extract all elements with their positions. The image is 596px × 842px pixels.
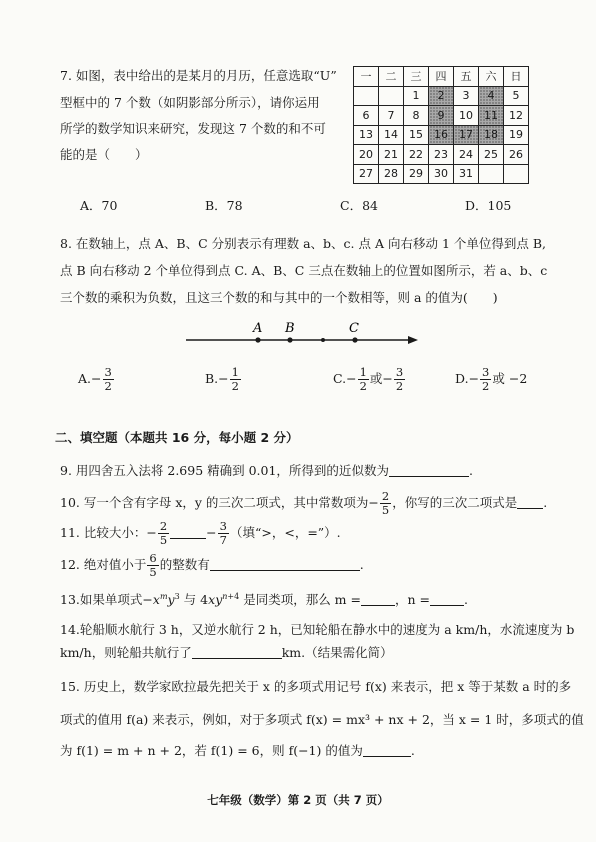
q7-line-3: 所学的数学知识来研究，发现这 7 个数的和不可 [60, 121, 326, 136]
calendar-cell: 5 [504, 86, 529, 106]
calendar-cell: 6 [354, 106, 379, 126]
calendar-cell: 28 [379, 164, 404, 184]
calendar-cell: 31 [454, 164, 479, 184]
q10: 10. 写一个含有字母 x，y 的三次二项式，其中常数项为− $\frac{2}{5}$ ，你写的三次二项式是 . [60, 489, 548, 517]
calendar-cell: 27 [354, 164, 379, 184]
calendar-cell: 19 [504, 125, 529, 145]
q15-line-2: 项式的值用 f(a) 来表示，例如，对于多项式 f(x) = mx³ + nx + 2，当 x = 1 时，多项式的值 [60, 712, 584, 727]
calendar-header-cell: 一 [354, 67, 379, 87]
calendar-cell: 24 [454, 145, 479, 165]
number-line-arrow [408, 336, 418, 344]
q7-line-1: 7. 如图，表中给出的是某月的月历，任意选取“U” [60, 68, 337, 83]
calendar-cell-shaded: 17 [454, 125, 479, 145]
calendar-cell-shaded: 18 [479, 125, 504, 145]
calendar-cell: 14 [379, 125, 404, 145]
q8-line-2: 点 B 向右移动 2 个单位得到点 C. A、B、C 三点在数轴上的位置如图所示，若 a、b、c [60, 263, 548, 278]
point-c [352, 337, 357, 342]
label-a: A [253, 321, 263, 336]
calendar-row [354, 86, 529, 106]
calendar-header-cell: 三 [404, 67, 429, 87]
calendar-cell: 3 [454, 86, 479, 106]
calendar-cell-shaded: 16 [429, 125, 454, 145]
calendar-cell: 13 [354, 125, 379, 145]
calendar-cell-shaded: 11 [479, 106, 504, 126]
calendar-header-cell: 二 [379, 67, 404, 87]
calendar-header-row [354, 67, 529, 87]
q13-m-blank[interactable] [361, 593, 395, 606]
point-origin [321, 338, 325, 342]
calendar-header-cell: 六 [479, 67, 504, 87]
q13-n-blank[interactable] [430, 593, 464, 606]
q8-option-d: D.− $\frac{3}{2}$ 或 −2 [455, 365, 528, 393]
calendar-cell: 23 [429, 145, 454, 165]
q9: 9. 用四舍五入法将 2.695 精确到 0.01，所得到的近似数为 . [60, 463, 473, 478]
q14-line-2: km/h，则轮船共航行了 km.（结果需化简） [60, 645, 393, 660]
q7-line-4: 能的是（ ） [60, 147, 148, 162]
calendar-cell [379, 86, 404, 106]
section-2-heading: 二、填空题（本题共 16 分，每小题 2 分） [55, 430, 299, 445]
q10-answer-blank[interactable] [517, 496, 543, 509]
q8-line-1: 8. 在数轴上，点 A、B、C 分别表示有理数 a、b、c. 点 A 向右移动 1 个单位得到点 B, [60, 236, 547, 251]
q13-monomial-2: $4xy^{n+4}$ [200, 591, 240, 607]
calendar-cell: 21 [379, 145, 404, 165]
calendar-cell: 7 [379, 106, 404, 126]
calendar-row [354, 125, 529, 145]
q15-line-1: 15. 历史上，数学家欧拉最先把关于 x 的多项式用记号 f(x) 来表示，把 x 等于某数 a 时的多 [60, 679, 572, 694]
calendar-header-cell: 日 [504, 67, 529, 87]
q11-answer-blank[interactable] [170, 526, 206, 539]
q9-answer-blank[interactable] [389, 464, 469, 477]
q7-line-2: 型框中的 7 个数（如阴影部分所示），请你运用 [60, 95, 320, 110]
calendar-header-cell: 四 [429, 67, 454, 87]
q7-option-d: D．105 [465, 198, 512, 213]
point-b [287, 337, 292, 342]
calendar-row [354, 145, 529, 165]
q13-monomial-1: $-x^my^3$ [142, 591, 180, 607]
calendar-cell [354, 86, 379, 106]
q13: 13.如果单项式$-x^my^3$ 与 $4xy^{n+4}$ 是同类项，那么 m = ，n = . [60, 591, 468, 607]
calendar-cell: 20 [354, 145, 379, 165]
q8-option-c: C.− $\frac{1}{2}$ 或− $\frac{3}{2}$ [333, 365, 404, 393]
q8-line-3: 三个数的乘积为负数，且这三个数的和与其中的一个数相等，则 a 的值为( ) [60, 290, 498, 305]
calendar-header-cell: 五 [454, 67, 479, 87]
q14-answer-blank[interactable] [192, 646, 282, 659]
calendar-cell: 22 [404, 145, 429, 165]
q7-option-c: C．84 [340, 198, 378, 213]
calendar-table [353, 66, 529, 184]
calendar-cell: 29 [404, 164, 429, 184]
q12-answer-blank[interactable] [210, 558, 360, 571]
calendar-cell-shaded: 4 [479, 86, 504, 106]
q14-line-1: 14.轮船顺水航行 3 h，又逆水航行 2 h，已知轮船在静水中的速度为 a km/h，水流速度为 b [60, 622, 575, 637]
q15-answer-blank[interactable] [363, 744, 411, 757]
label-b: B [285, 321, 295, 336]
calendar-cell: 30 [429, 164, 454, 184]
calendar-cell: 1 [404, 86, 429, 106]
point-a [255, 337, 260, 342]
label-c: C [349, 321, 359, 336]
q8-option-a: A.− $\frac{3}{2}$ [78, 365, 112, 393]
q7-option-a: A．70 [80, 198, 118, 213]
calendar-cell: 12 [504, 106, 529, 126]
q15-line-3: 为 f(1) = m + n + 2，若 f(1) = 6，则 f(−1) 的值为 . [60, 743, 415, 758]
q8-option-b: B.− $\frac{1}{2}$ [205, 365, 239, 393]
calendar-cell: 25 [479, 145, 504, 165]
calendar-row [354, 164, 529, 184]
calendar-cell: 8 [404, 106, 429, 126]
calendar-cell: 10 [454, 106, 479, 126]
calendar-row [354, 106, 529, 126]
calendar-cell-shaded: 2 [429, 86, 454, 106]
q11: 11. 比较大小：− $\frac{2}{5}$ − $\frac{3}{7}$ （填“>，<，=”）. [60, 519, 341, 547]
q7-option-b: B．78 [205, 198, 243, 213]
calendar-cell [479, 164, 504, 184]
calendar-cell-shaded: 9 [429, 106, 454, 126]
calendar-cell: 15 [404, 125, 429, 145]
calendar-cell [504, 164, 529, 184]
number-line-figure [180, 318, 420, 350]
calendar-cell: 26 [504, 145, 529, 165]
page-footer: 七年级（数学）第 2 页（共 7 页） [207, 793, 389, 807]
q12: 12. 绝对值小于 $\frac{6}{5}$ 的整数有 . [60, 551, 364, 579]
